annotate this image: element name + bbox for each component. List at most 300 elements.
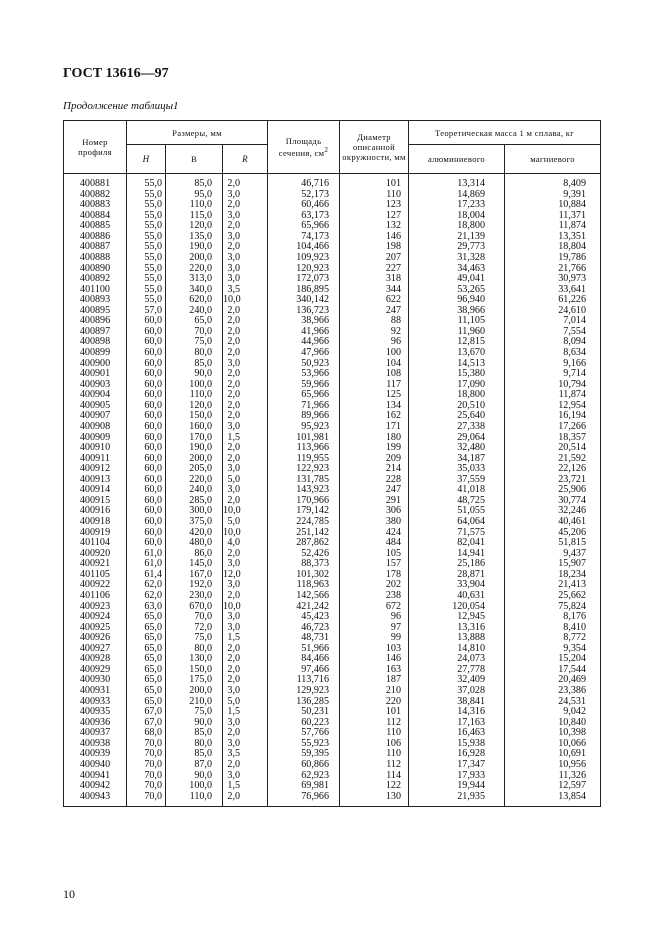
cell-r: 2,0: [223, 496, 268, 507]
cell-area: 109,923: [268, 253, 340, 264]
cell-aluminum: 29,064: [409, 433, 505, 444]
cell-r: 2,0: [223, 316, 268, 327]
cell-profile: 400903: [64, 380, 127, 391]
cell-r: 5,0: [223, 475, 268, 486]
cell-aluminum: 14,513: [409, 359, 505, 370]
cell-h: 55,0: [127, 200, 166, 211]
cell-aluminum: 14,810: [409, 644, 505, 655]
cell-area: 89,966: [268, 411, 340, 422]
cell-aluminum: 34,463: [409, 264, 505, 275]
cell-h: 60,0: [127, 401, 166, 412]
cell-r: 1,5: [223, 633, 268, 644]
cell-r: 3,0: [223, 771, 268, 782]
cell-profile: 400943: [64, 792, 127, 807]
cell-profile: 400899: [64, 348, 127, 359]
cell-r: 4,0: [223, 538, 268, 549]
cell-aluminum: 17,233: [409, 200, 505, 211]
cell-profile: 400893: [64, 295, 127, 306]
cell-h: 65,0: [127, 697, 166, 708]
table-row: [64, 422, 601, 433]
cell-area: 224,785: [268, 517, 340, 528]
cell-area: 143,923: [268, 485, 340, 496]
cell-b: 150,0: [166, 665, 223, 676]
cell-area: 97,466: [268, 665, 340, 676]
table-row: [64, 348, 601, 359]
cell-r: 3,0: [223, 464, 268, 475]
cell-magnesium: 21,766: [505, 264, 601, 275]
col-header-diameter: Диаметр описанной окружности, мм: [340, 121, 409, 174]
cell-b: 100,0: [166, 380, 223, 391]
cell-diameter: 146: [340, 654, 409, 665]
cell-aluminum: 12,945: [409, 612, 505, 623]
cell-b: 90,0: [166, 771, 223, 782]
cell-aluminum: 21,935: [409, 792, 505, 807]
cell-b: 80,0: [166, 644, 223, 655]
cell-area: 46,716: [268, 174, 340, 190]
col-header-area-sup: 2: [324, 146, 329, 155]
cell-diameter: 344: [340, 285, 409, 296]
cell-diameter: 122: [340, 781, 409, 792]
cell-area: 41,966: [268, 327, 340, 338]
cell-h: 63,0: [127, 602, 166, 613]
cell-diameter: 112: [340, 718, 409, 729]
cell-aluminum: 41,018: [409, 485, 505, 496]
cell-magnesium: 11,371: [505, 211, 601, 222]
cell-h: 61,0: [127, 549, 166, 560]
cell-diameter: 306: [340, 506, 409, 517]
cell-aluminum: 13,316: [409, 623, 505, 634]
cell-diameter: 114: [340, 771, 409, 782]
cell-magnesium: 18,804: [505, 242, 601, 253]
cell-magnesium: 18,357: [505, 433, 601, 444]
cell-profile: 400890: [64, 264, 127, 275]
cell-b: 190,0: [166, 443, 223, 454]
cell-h: 60,0: [127, 443, 166, 454]
cell-h: 55,0: [127, 253, 166, 264]
cell-b: 110,0: [166, 792, 223, 807]
cell-diameter: 209: [340, 454, 409, 465]
cell-area: 251,142: [268, 528, 340, 539]
cell-area: 38,966: [268, 316, 340, 327]
cell-diameter: 123: [340, 200, 409, 211]
cell-area: 88,373: [268, 559, 340, 570]
cell-h: 67,0: [127, 707, 166, 718]
cell-r: 2,0: [223, 665, 268, 676]
cell-diameter: 380: [340, 517, 409, 528]
cell-diameter: 104: [340, 359, 409, 370]
cell-b: 620,0: [166, 295, 223, 306]
cell-aluminum: 27,338: [409, 422, 505, 433]
cell-diameter: 101: [340, 707, 409, 718]
cell-magnesium: 75,824: [505, 602, 601, 613]
cell-area: 62,923: [268, 771, 340, 782]
cell-r: 3,0: [223, 739, 268, 750]
cell-r: 2,0: [223, 644, 268, 655]
cell-area: 53,966: [268, 369, 340, 380]
document-header: ГОСТ 13616—97: [63, 66, 169, 81]
cell-b: 90,0: [166, 369, 223, 380]
cell-b: 480,0: [166, 538, 223, 549]
cell-magnesium: 24,610: [505, 306, 601, 317]
cell-aluminum: 21,139: [409, 232, 505, 243]
cell-aluminum: 14,869: [409, 190, 505, 201]
cell-area: 44,966: [268, 337, 340, 348]
cell-area: 118,963: [268, 580, 340, 591]
cell-profile: 400925: [64, 623, 127, 634]
cell-h: 70,0: [127, 792, 166, 807]
cell-area: 179,142: [268, 506, 340, 517]
cell-h: 70,0: [127, 760, 166, 771]
cell-r: 3,0: [223, 253, 268, 264]
cell-diameter: 157: [340, 559, 409, 570]
cell-r: 3,0: [223, 190, 268, 201]
cell-area: 60,466: [268, 200, 340, 211]
cell-diameter: 106: [340, 739, 409, 750]
cell-h: 60,0: [127, 485, 166, 496]
cell-h: 55,0: [127, 295, 166, 306]
cell-r: 2,0: [223, 369, 268, 380]
cell-magnesium: 11,874: [505, 221, 601, 232]
cell-diameter: 199: [340, 443, 409, 454]
cell-profile: 400912: [64, 464, 127, 475]
cell-r: 2,0: [223, 390, 268, 401]
cell-b: 240,0: [166, 306, 223, 317]
cell-b: 670,0: [166, 602, 223, 613]
cell-r: 2,0: [223, 443, 268, 454]
cell-h: 60,0: [127, 348, 166, 359]
cell-diameter: 96: [340, 612, 409, 623]
cell-profile: 400935: [64, 707, 127, 718]
cell-b: 313,0: [166, 274, 223, 285]
cell-b: 80,0: [166, 739, 223, 750]
cell-h: 60,0: [127, 327, 166, 338]
cell-magnesium: 10,840: [505, 718, 601, 729]
cell-diameter: 110: [340, 190, 409, 201]
cell-aluminum: 25,640: [409, 411, 505, 422]
cell-magnesium: 33,641: [505, 285, 601, 296]
cell-b: 160,0: [166, 422, 223, 433]
cell-aluminum: 40,631: [409, 591, 505, 602]
cell-h: 60,0: [127, 411, 166, 422]
cell-area: 95,923: [268, 422, 340, 433]
cell-aluminum: 32,409: [409, 675, 505, 686]
cell-r: 3,0: [223, 485, 268, 496]
cell-h: 60,0: [127, 380, 166, 391]
cell-magnesium: 9,391: [505, 190, 601, 201]
col-header-area: [268, 121, 340, 174]
cell-area: 57,766: [268, 728, 340, 739]
cell-diameter: 110: [340, 728, 409, 739]
cell-profile: 400896: [64, 316, 127, 327]
cell-h: 65,0: [127, 633, 166, 644]
cell-r: 5,0: [223, 517, 268, 528]
cell-profile: 400936: [64, 718, 127, 729]
cell-magnesium: 7,014: [505, 316, 601, 327]
cell-b: 65,0: [166, 316, 223, 327]
cell-area: 60,866: [268, 760, 340, 771]
cell-r: 2,0: [223, 337, 268, 348]
cell-r: 3,0: [223, 274, 268, 285]
cell-magnesium: 17,266: [505, 422, 601, 433]
cell-r: 3,0: [223, 359, 268, 370]
cell-aluminum: 38,966: [409, 306, 505, 317]
cell-profile: 400884: [64, 211, 127, 222]
cell-area: 71,966: [268, 401, 340, 412]
cell-aluminum: 49,041: [409, 274, 505, 285]
cell-area: 113,716: [268, 675, 340, 686]
cell-b: 205,0: [166, 464, 223, 475]
cell-aluminum: 18,800: [409, 390, 505, 401]
cell-aluminum: 16,463: [409, 728, 505, 739]
cell-magnesium: 11,326: [505, 771, 601, 782]
cell-aluminum: 27,778: [409, 665, 505, 676]
cell-h: 60,0: [127, 337, 166, 348]
cell-h: 57,0: [127, 306, 166, 317]
cell-h: 61,0: [127, 559, 166, 570]
cell-r: 3,0: [223, 264, 268, 275]
cell-aluminum: 15,380: [409, 369, 505, 380]
cell-aluminum: 37,559: [409, 475, 505, 486]
cell-profile: 401106: [64, 591, 127, 602]
cell-aluminum: 17,090: [409, 380, 505, 391]
cell-b: 95,0: [166, 190, 223, 201]
cell-diameter: 238: [340, 591, 409, 602]
cell-aluminum: 18,800: [409, 221, 505, 232]
cell-profile: 400915: [64, 496, 127, 507]
cell-profile: 400923: [64, 602, 127, 613]
cell-b: 75,0: [166, 337, 223, 348]
cell-profile: 400895: [64, 306, 127, 317]
cell-magnesium: 51,815: [505, 538, 601, 549]
cell-profile: 400881: [64, 174, 127, 190]
cell-area: 47,966: [268, 348, 340, 359]
cell-b: 85,0: [166, 728, 223, 739]
cell-b: 100,0: [166, 781, 223, 792]
cell-r: 10,0: [223, 602, 268, 613]
cell-aluminum: 20,510: [409, 401, 505, 412]
cell-area: 48,731: [268, 633, 340, 644]
cell-aluminum: 11,960: [409, 327, 505, 338]
cell-b: 210,0: [166, 697, 223, 708]
cell-aluminum: 48,725: [409, 496, 505, 507]
cell-b: 240,0: [166, 485, 223, 496]
cell-b: 375,0: [166, 517, 223, 528]
cell-diameter: 162: [340, 411, 409, 422]
cell-area: 120,923: [268, 264, 340, 275]
cell-diameter: 210: [340, 686, 409, 697]
table-row: [64, 253, 601, 264]
cell-b: 75,0: [166, 633, 223, 644]
cell-b: 80,0: [166, 348, 223, 359]
cell-magnesium: 8,410: [505, 623, 601, 634]
cell-magnesium: 12,597: [505, 781, 601, 792]
cell-area: 50,923: [268, 359, 340, 370]
cell-r: 10,0: [223, 506, 268, 517]
cell-b: 85,0: [166, 359, 223, 370]
cell-area: 63,173: [268, 211, 340, 222]
cell-profile: 400911: [64, 454, 127, 465]
cell-profile: 400907: [64, 411, 127, 422]
cell-r: 10,0: [223, 528, 268, 539]
cell-r: 2,0: [223, 675, 268, 686]
cell-profile: 400940: [64, 760, 127, 771]
cell-h: 55,0: [127, 190, 166, 201]
cell-aluminum: 32,480: [409, 443, 505, 454]
cell-area: 122,923: [268, 464, 340, 475]
cell-magnesium: 9,714: [505, 369, 601, 380]
cell-magnesium: 13,351: [505, 232, 601, 243]
cell-profile: 400931: [64, 686, 127, 697]
cell-b: 145,0: [166, 559, 223, 570]
cell-r: 2,0: [223, 401, 268, 412]
cell-h: 60,0: [127, 538, 166, 549]
cell-diameter: 214: [340, 464, 409, 475]
cell-h: 70,0: [127, 749, 166, 760]
cell-profile: 400887: [64, 242, 127, 253]
cell-diameter: 171: [340, 422, 409, 433]
cell-diameter: 88: [340, 316, 409, 327]
cell-diameter: 127: [340, 211, 409, 222]
cell-magnesium: 8,634: [505, 348, 601, 359]
cell-b: 85,0: [166, 174, 223, 190]
cell-diameter: 108: [340, 369, 409, 380]
cell-area: 76,966: [268, 792, 340, 807]
cell-h: 67,0: [127, 718, 166, 729]
cell-b: 87,0: [166, 760, 223, 771]
cell-profile: 400886: [64, 232, 127, 243]
cell-aluminum: 38,841: [409, 697, 505, 708]
cell-aluminum: 29,773: [409, 242, 505, 253]
cell-magnesium: 8,176: [505, 612, 601, 623]
cell-r: 2,0: [223, 549, 268, 560]
cell-diameter: 227: [340, 264, 409, 275]
cell-r: 2,0: [223, 728, 268, 739]
cell-aluminum: 25,186: [409, 559, 505, 570]
cell-aluminum: 96,940: [409, 295, 505, 306]
cell-h: 65,0: [127, 654, 166, 665]
cell-h: 65,0: [127, 675, 166, 686]
cell-r: 3,0: [223, 580, 268, 591]
cell-r: 2,0: [223, 221, 268, 232]
cell-profile: 400921: [64, 559, 127, 570]
cell-diameter: 92: [340, 327, 409, 338]
cell-diameter: 672: [340, 602, 409, 613]
cell-h: 65,0: [127, 623, 166, 634]
cell-profile: 401105: [64, 570, 127, 581]
cell-aluminum: 13,888: [409, 633, 505, 644]
cell-magnesium: 9,166: [505, 359, 601, 370]
cell-aluminum: 13,314: [409, 174, 505, 190]
cell-h: 65,0: [127, 644, 166, 655]
cell-magnesium: 15,204: [505, 654, 601, 665]
cell-aluminum: 64,064: [409, 517, 505, 528]
cell-aluminum: 11,105: [409, 316, 505, 327]
table-body: [64, 174, 601, 807]
col-header-sizes: Размеры, мм: [127, 121, 268, 145]
cell-b: 72,0: [166, 623, 223, 634]
cell-area: 101,981: [268, 433, 340, 444]
cell-diameter: 202: [340, 580, 409, 591]
cell-magnesium: 9,042: [505, 707, 601, 718]
cell-h: 55,0: [127, 211, 166, 222]
cell-diameter: 484: [340, 538, 409, 549]
cell-magnesium: 15,907: [505, 559, 601, 570]
cell-area: 340,142: [268, 295, 340, 306]
cell-aluminum: 35,033: [409, 464, 505, 475]
cell-r: 2,0: [223, 200, 268, 211]
cell-h: 60,0: [127, 316, 166, 327]
cell-magnesium: 30,774: [505, 496, 601, 507]
cell-area: 170,966: [268, 496, 340, 507]
cell-area: 129,923: [268, 686, 340, 697]
cell-magnesium: 10,794: [505, 380, 601, 391]
table-row: [64, 686, 601, 697]
profile-table: [63, 120, 601, 807]
cell-diameter: 103: [340, 644, 409, 655]
cell-profile: 400926: [64, 633, 127, 644]
cell-area: 69,981: [268, 781, 340, 792]
cell-magnesium: 9,437: [505, 549, 601, 560]
cell-b: 200,0: [166, 686, 223, 697]
col-header-r: R: [223, 145, 268, 174]
cell-r: 2,0: [223, 654, 268, 665]
cell-r: 1,5: [223, 781, 268, 792]
cell-profile: 400920: [64, 549, 127, 560]
cell-area: 136,723: [268, 306, 340, 317]
cell-diameter: 105: [340, 549, 409, 560]
cell-area: 65,966: [268, 221, 340, 232]
cell-area: 172,073: [268, 274, 340, 285]
cell-r: 5,0: [223, 697, 268, 708]
cell-profile: 400938: [64, 739, 127, 750]
cell-profile: 400885: [64, 221, 127, 232]
cell-diameter: 96: [340, 337, 409, 348]
cell-r: 3,0: [223, 686, 268, 697]
cell-diameter: 247: [340, 485, 409, 496]
cell-magnesium: 10,691: [505, 749, 601, 760]
cell-area: 113,966: [268, 443, 340, 454]
cell-magnesium: 32,246: [505, 506, 601, 517]
cell-profile: 400909: [64, 433, 127, 444]
cell-r: 10,0: [223, 295, 268, 306]
cell-profile: 400910: [64, 443, 127, 454]
cell-diameter: 132: [340, 221, 409, 232]
cell-b: 300,0: [166, 506, 223, 517]
cell-profile: 400928: [64, 654, 127, 665]
cell-diameter: 163: [340, 665, 409, 676]
cell-diameter: 100: [340, 348, 409, 359]
cell-h: 55,0: [127, 274, 166, 285]
table-continuation-caption: Продолжение таблицы1: [63, 100, 179, 112]
cell-area: 52,173: [268, 190, 340, 201]
cell-diameter: 146: [340, 232, 409, 243]
cell-h: 60,0: [127, 359, 166, 370]
cell-r: 2,0: [223, 591, 268, 602]
cell-aluminum: 53,265: [409, 285, 505, 296]
cell-profile: 400916: [64, 506, 127, 517]
cell-area: 59,966: [268, 380, 340, 391]
cell-h: 60,0: [127, 517, 166, 528]
cell-r: 3,0: [223, 612, 268, 623]
cell-h: 70,0: [127, 771, 166, 782]
col-header-b: B: [166, 145, 223, 174]
cell-r: 1,5: [223, 433, 268, 444]
cell-aluminum: 71,575: [409, 528, 505, 539]
cell-r: 3,0: [223, 211, 268, 222]
cell-profile: 400919: [64, 528, 127, 539]
cell-r: 3,0: [223, 559, 268, 570]
cell-h: 55,0: [127, 221, 166, 232]
